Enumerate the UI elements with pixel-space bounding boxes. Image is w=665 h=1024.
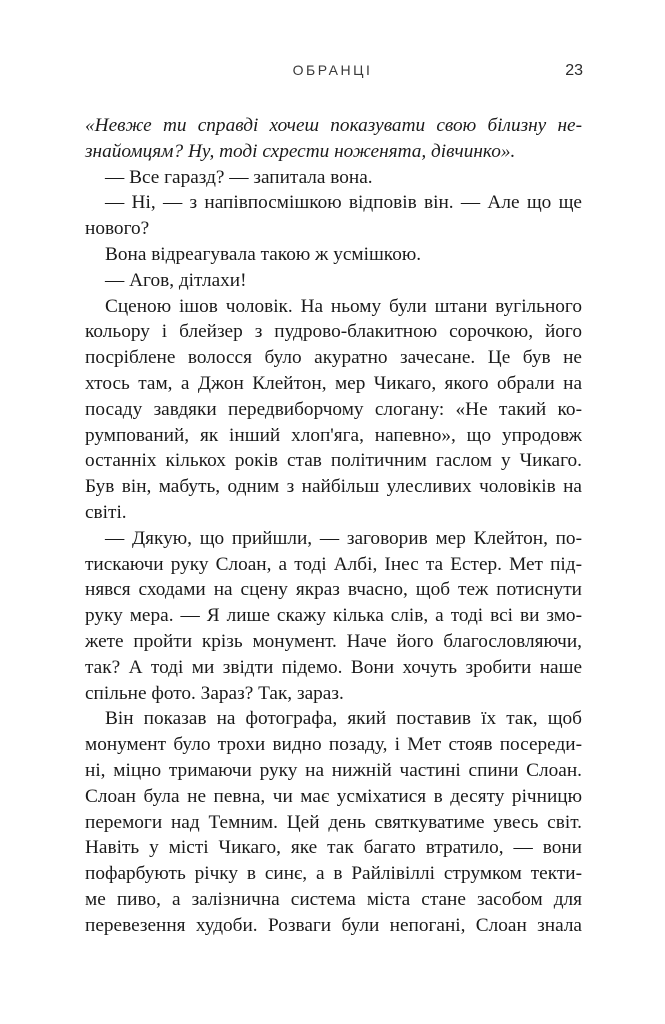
text-line: «Невже ти справді хочеш показувати свою білизну не- <box>85 115 582 136</box>
text-line: монумент було трохи видно позаду, і Мет стояв посереди- <box>85 734 582 756</box>
text-line: посаду завдяки передвиборчому слогану: «Не такий ко- <box>85 398 582 420</box>
text-line: — Ні, — з напівпосмішкою відповів він. — Але що ще <box>105 192 582 214</box>
text-line: знайомцям? Ну, тоді схрести ноженята, дівчинко». <box>85 140 516 162</box>
text-line: посріблене волосся було акуратно зачесане. Це був не <box>85 347 582 369</box>
text-line: перемоги над Темним. Цей день святкуватиме увесь світ. <box>85 811 582 833</box>
running-head <box>0 62 665 84</box>
text-line: перевезення худоби. Розваги були непогані, Слоан знала <box>85 914 582 936</box>
text-line: світі. <box>85 501 127 523</box>
text-line: — Агов, дітлахи! <box>105 269 247 291</box>
running-title: ОБРАНЦІ <box>292 62 373 78</box>
text-line: нового? <box>85 218 150 240</box>
text-line: тискаючи руку Слоан, а тоді Албі, Інес та Естер. Мет під- <box>85 553 582 575</box>
text-line: — Все гаразд? — запитала вона. <box>105 166 373 188</box>
text-line: нявся сходами на сцену якраз вчасно, щоб теж потиснути <box>85 579 582 601</box>
text-line: руку мера. — Я лише скажу кілька слів, а тоді всі ви змо- <box>85 605 582 627</box>
text-line: кольору і блейзер з пудрово-блакитною сорочкою, його <box>85 321 582 343</box>
text-line: пофарбують річку в синє, а в Райлівіллі струмком текти- <box>85 863 582 885</box>
text-line: Вона відреагувала такою ж усмішкою. <box>105 243 422 265</box>
text-line: Сценою ішов чоловік. На ньому були штани вугільного <box>105 295 582 317</box>
text-line: ні, міцно тримаючи руку на нижній частині спини Слоан. <box>85 759 582 781</box>
text-line: останніх кількох років став політичним гаслом у Чикаго. <box>85 450 582 472</box>
text-line: ме пиво, а залізнична система міста стане засобом для <box>85 888 582 910</box>
text-line: румпований, як інший хлоп'яга, напевно», що упродовж <box>85 424 582 446</box>
text-line: так? А тоді ми звідти підемо. Вони хочуть зробити наше <box>85 656 582 678</box>
text-line: Був він, мабуть, одним з найбільш улесливих чоловіків на <box>85 476 582 498</box>
text-line: Він показав на фотографа, який поставив їх так, щоб <box>105 708 582 730</box>
text-line: спільне фото. Зараз? Так, зараз. <box>85 682 344 704</box>
text-line: — Дякую, що прийшли, — заговорив мер Клейтон, по- <box>105 527 582 549</box>
text-line: Навіть у місті Чикаго, яке так багато втратило, — вони <box>85 837 582 859</box>
body-text <box>85 113 582 939</box>
text-line: хтось там, а Джон Клейтон, мер Чикаго, якого обрали на <box>85 372 582 394</box>
text-line: жете пройти крізь монумент. Наче його благословляючи, <box>85 630 582 652</box>
page-number: 23 <box>565 62 583 79</box>
text-line: Слоан була не певна, чи має усміхатися в десяту річницю <box>85 785 582 807</box>
